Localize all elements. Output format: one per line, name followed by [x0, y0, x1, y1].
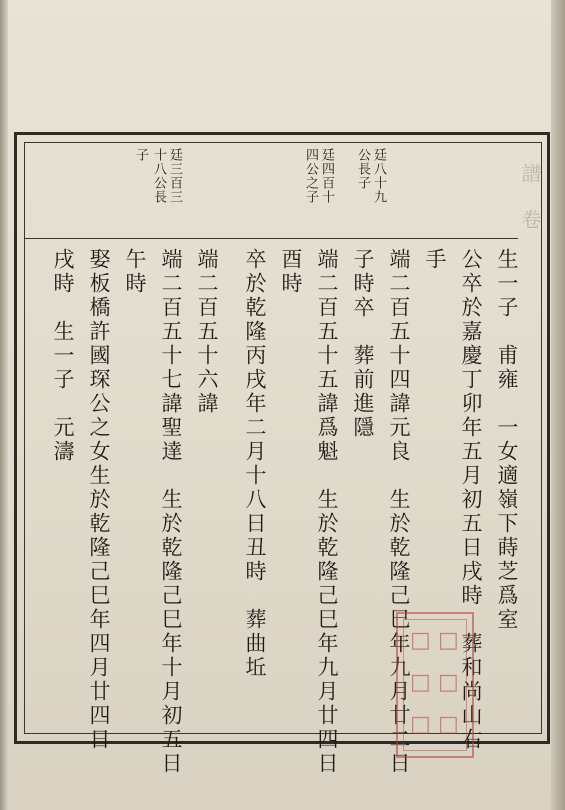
note-line: 公長子 [355, 148, 370, 190]
page-left-edge [0, 0, 8, 810]
text-column: 端二百五十四諱元良 生於乾隆己巳年九月廿二日 [387, 248, 411, 776]
note-line: 廷三百三 [167, 148, 182, 204]
text-column: 卒於乾隆丙戌年二月十八日丑時 葬曲坵 [243, 248, 267, 680]
notes-divider [24, 238, 518, 239]
note-line: 廷八十九 [371, 148, 386, 204]
red-seal-stamp: □ □ □ □ □ □ [396, 612, 474, 758]
text-column: 端二百五十七諱聖達 生於乾隆己巳年十月初五日 [159, 248, 183, 776]
note-line: 四公之子 [303, 148, 318, 204]
text-column: 戌時 生一子 元濤 [51, 248, 75, 464]
text-column: 生一子 甫雍 一女適嶺下蒔芝爲室 [495, 248, 519, 632]
text-column: 子時卒 葬前進隱 [351, 248, 375, 440]
text-column: 娶板橋許國琛公之女生於乾隆己巳年四月廿四日 [87, 248, 111, 752]
note-line: 廷四百十 [319, 148, 334, 204]
page-binding-edge [551, 0, 565, 810]
text-column: 手 [423, 248, 447, 272]
text-column: 公卒於嘉慶丁卯年五月初五日戌時 葬和尚山右 [459, 248, 483, 752]
text-column: 端二百五十五諱爲魁 生於乾隆己巳年九月廿四日 [315, 248, 339, 776]
note-line: 子 [133, 148, 148, 162]
header-ghost-text: 譜 卷 [518, 140, 542, 232]
note-line: 十八公長 [151, 148, 166, 204]
text-column: 午時 [123, 248, 147, 296]
text-column: 端二百五十六諱 [195, 248, 219, 416]
text-column: 酉時 [279, 248, 303, 296]
